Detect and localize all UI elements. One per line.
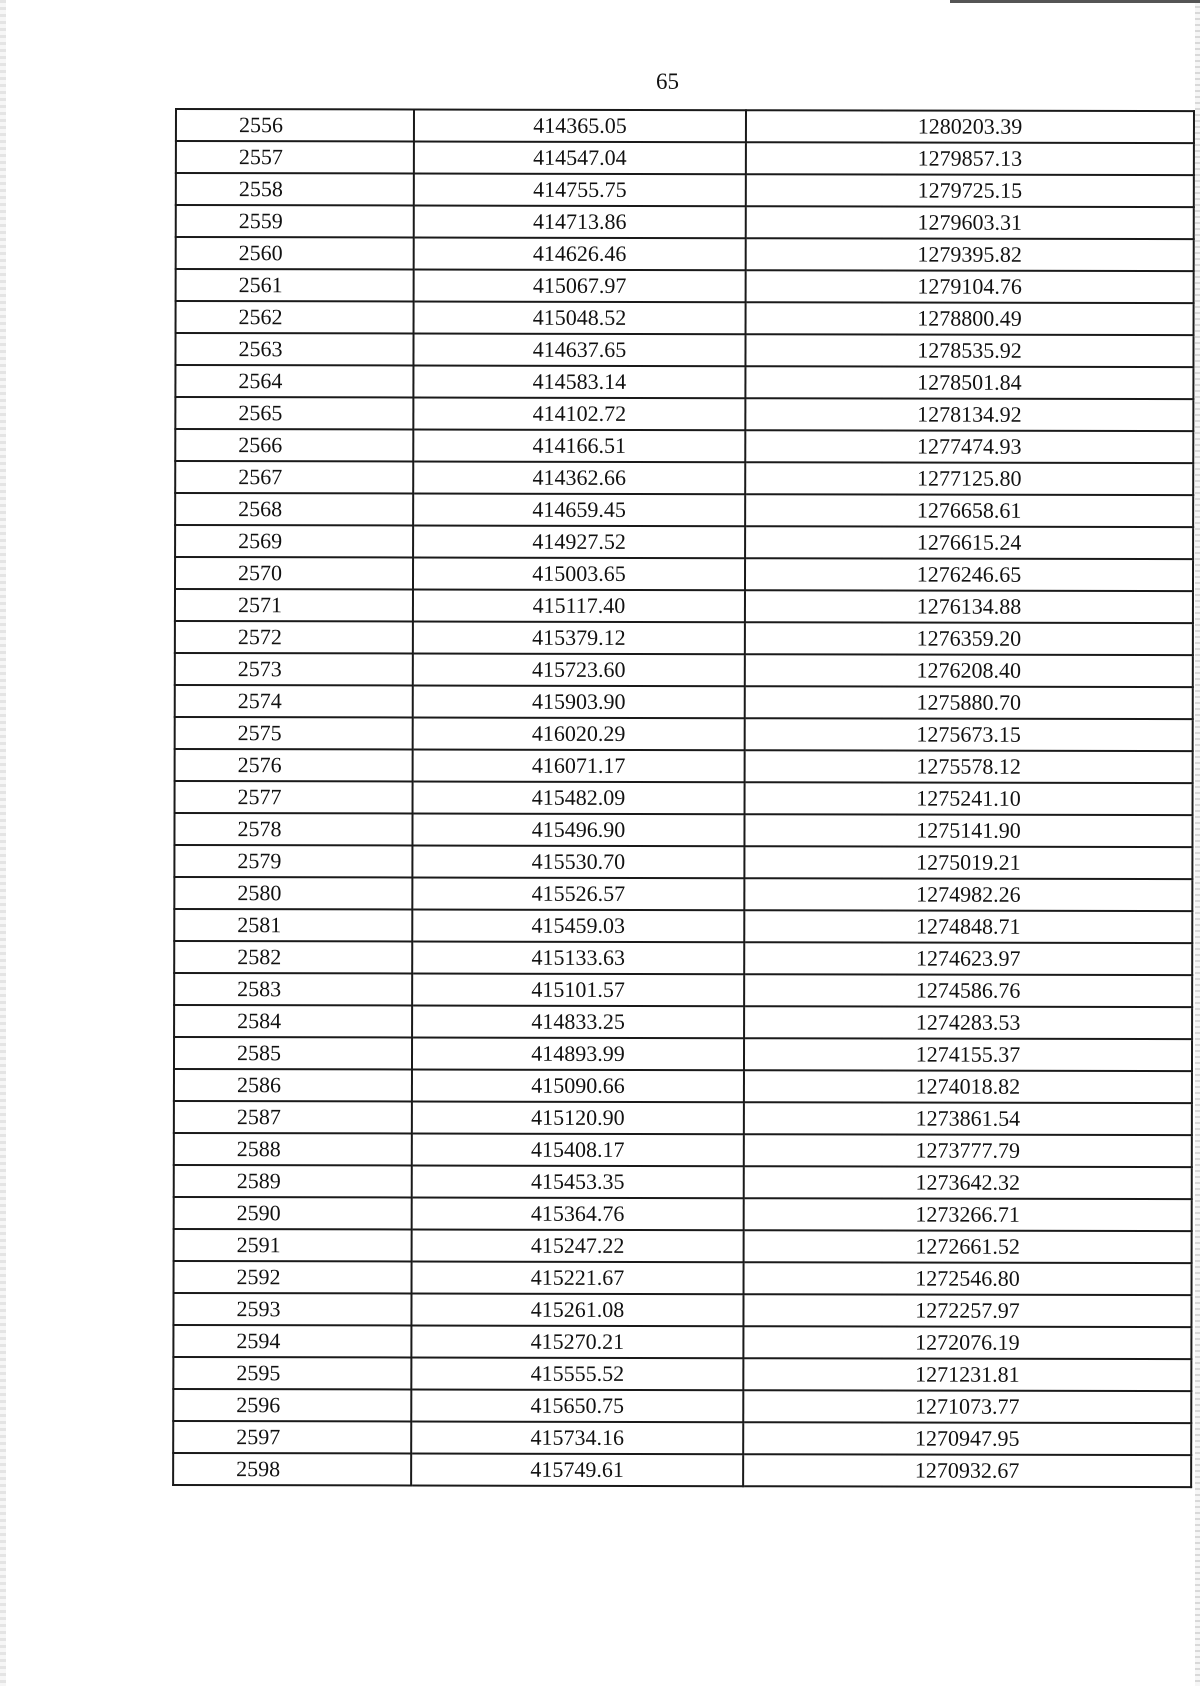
y-coordinate-cell: 1276615.24 xyxy=(745,526,1193,559)
table-row xyxy=(176,109,1194,143)
y-coordinate-cell: 1271073.77 xyxy=(743,1390,1191,1423)
point-number-cell: 2561 xyxy=(176,269,414,301)
point-number-cell: 2578 xyxy=(174,813,412,845)
point-number-cell: 2595 xyxy=(173,1357,411,1389)
point-number-cell: 2573 xyxy=(175,653,413,685)
table-row xyxy=(175,557,1193,591)
point-number-cell: 2572 xyxy=(175,621,413,653)
table-row xyxy=(176,237,1194,271)
table-row xyxy=(174,909,1192,943)
y-coordinate-cell: 1279857.13 xyxy=(746,142,1194,175)
point-number-cell: 2577 xyxy=(175,781,413,813)
y-coordinate-cell: 1276246.65 xyxy=(745,558,1193,591)
point-number-cell: 2589 xyxy=(174,1165,412,1197)
point-number-cell: 2571 xyxy=(175,589,413,621)
y-coordinate-cell: 1273861.54 xyxy=(744,1102,1192,1135)
table-row xyxy=(174,1101,1192,1135)
y-coordinate-cell: 1278134.92 xyxy=(745,398,1193,431)
point-number-cell: 2591 xyxy=(174,1229,412,1261)
x-coordinate-cell: 414713.86 xyxy=(414,206,746,239)
y-coordinate-cell: 1279603.31 xyxy=(746,206,1194,239)
x-coordinate-cell: 415408.17 xyxy=(412,1133,744,1166)
table-row xyxy=(174,877,1192,911)
y-coordinate-cell: 1273777.79 xyxy=(744,1134,1192,1167)
y-coordinate-cell: 1276134.88 xyxy=(745,590,1193,623)
coordinate-table-wrapper xyxy=(172,108,1125,1488)
coordinate-table-body xyxy=(173,109,1194,1487)
point-number-cell: 2563 xyxy=(175,333,413,365)
table-row xyxy=(173,1325,1191,1359)
y-coordinate-cell: 1275241.10 xyxy=(745,782,1193,815)
table-row xyxy=(173,1293,1191,1327)
point-number-cell: 2584 xyxy=(174,1005,412,1037)
y-coordinate-cell: 1275673.15 xyxy=(745,718,1193,751)
x-coordinate-cell: 415117.40 xyxy=(413,589,745,622)
point-number-cell: 2569 xyxy=(175,525,413,557)
table-row xyxy=(176,205,1194,239)
x-coordinate-cell: 415903.90 xyxy=(413,685,745,718)
y-coordinate-cell: 1274982.26 xyxy=(744,878,1192,911)
y-coordinate-cell: 1275880.70 xyxy=(745,686,1193,719)
y-coordinate-cell: 1278800.49 xyxy=(746,302,1194,335)
y-coordinate-cell: 1273642.32 xyxy=(744,1166,1192,1199)
point-number-cell: 2586 xyxy=(174,1069,412,1101)
table-row xyxy=(174,1069,1192,1103)
y-coordinate-cell: 1274623.97 xyxy=(744,942,1192,975)
y-coordinate-cell: 1280203.39 xyxy=(746,110,1194,143)
y-coordinate-cell: 1272546.80 xyxy=(744,1262,1192,1295)
scan-edge-left xyxy=(0,0,6,1686)
point-number-cell: 2568 xyxy=(175,493,413,525)
point-number-cell: 2597 xyxy=(173,1421,411,1453)
x-coordinate-cell: 415261.08 xyxy=(411,1293,743,1326)
point-number-cell: 2588 xyxy=(174,1133,412,1165)
table-row xyxy=(174,973,1192,1007)
y-coordinate-cell: 1276208.40 xyxy=(745,654,1193,687)
x-coordinate-cell: 414365.05 xyxy=(414,110,746,143)
point-number-cell: 2560 xyxy=(176,237,414,269)
x-coordinate-cell: 415221.67 xyxy=(412,1261,744,1294)
point-number-cell: 2581 xyxy=(174,909,412,941)
y-coordinate-cell: 1271231.81 xyxy=(743,1358,1191,1391)
y-coordinate-cell: 1272661.52 xyxy=(744,1230,1192,1263)
y-coordinate-cell: 1275141.90 xyxy=(744,814,1192,847)
y-coordinate-cell: 1274283.53 xyxy=(744,1006,1192,1039)
point-number-cell: 2598 xyxy=(173,1453,411,1485)
x-coordinate-cell: 415496.90 xyxy=(412,813,744,846)
x-coordinate-cell: 416020.29 xyxy=(413,717,745,750)
coordinate-table xyxy=(172,108,1195,1488)
x-coordinate-cell: 415120.90 xyxy=(412,1101,744,1134)
y-coordinate-cell: 1270947.95 xyxy=(743,1422,1191,1455)
x-coordinate-cell: 414166.51 xyxy=(413,429,745,462)
point-number-cell: 2574 xyxy=(175,685,413,717)
x-coordinate-cell: 415453.35 xyxy=(412,1165,744,1198)
y-coordinate-cell: 1270932.67 xyxy=(743,1454,1191,1487)
scan-edge-right xyxy=(1195,0,1200,1686)
x-coordinate-cell: 414583.14 xyxy=(413,366,745,399)
x-coordinate-cell: 414637.65 xyxy=(413,334,745,367)
table-row xyxy=(175,653,1193,687)
y-coordinate-cell: 1274586.76 xyxy=(744,974,1192,1007)
table-row xyxy=(174,1197,1192,1231)
point-number-cell: 2587 xyxy=(174,1101,412,1133)
x-coordinate-cell: 414102.72 xyxy=(413,397,745,430)
table-row xyxy=(175,397,1193,431)
x-coordinate-cell: 414893.99 xyxy=(412,1037,744,1070)
y-coordinate-cell: 1277474.93 xyxy=(745,430,1193,463)
point-number-cell: 2594 xyxy=(173,1325,411,1357)
table-row xyxy=(174,1037,1192,1071)
point-number-cell: 2590 xyxy=(174,1197,412,1229)
table-row xyxy=(174,1165,1192,1199)
point-number-cell: 2558 xyxy=(176,173,414,205)
table-row xyxy=(176,141,1194,175)
point-number-cell: 2596 xyxy=(173,1389,411,1421)
point-number-cell: 2557 xyxy=(176,141,414,173)
x-coordinate-cell: 415749.61 xyxy=(411,1453,743,1486)
table-row xyxy=(175,749,1193,783)
x-coordinate-cell: 415734.16 xyxy=(411,1421,743,1454)
table-row xyxy=(175,781,1193,815)
table-row xyxy=(174,1261,1192,1295)
table-row xyxy=(175,525,1193,559)
point-number-cell: 2570 xyxy=(175,557,413,589)
y-coordinate-cell: 1272076.19 xyxy=(743,1326,1191,1359)
table-row xyxy=(175,365,1193,399)
scan-edge-top xyxy=(950,0,1200,3)
y-coordinate-cell: 1279104.76 xyxy=(746,270,1194,303)
table-row xyxy=(173,1453,1191,1487)
x-coordinate-cell: 416071.17 xyxy=(413,749,745,782)
point-number-cell: 2562 xyxy=(176,301,414,333)
y-coordinate-cell: 1277125.80 xyxy=(745,462,1193,495)
x-coordinate-cell: 415530.70 xyxy=(412,845,744,878)
table-row xyxy=(175,429,1193,463)
x-coordinate-cell: 414927.52 xyxy=(413,525,745,558)
x-coordinate-cell: 415270.21 xyxy=(411,1325,743,1358)
x-coordinate-cell: 415482.09 xyxy=(413,781,745,814)
table-row xyxy=(173,1421,1191,1455)
point-number-cell: 2583 xyxy=(174,973,412,1005)
point-number-cell: 2582 xyxy=(174,941,412,973)
x-coordinate-cell: 415133.63 xyxy=(412,941,744,974)
point-number-cell: 2576 xyxy=(175,749,413,781)
x-coordinate-cell: 415526.57 xyxy=(412,877,744,910)
x-coordinate-cell: 415650.75 xyxy=(411,1389,743,1422)
y-coordinate-cell: 1275019.21 xyxy=(744,846,1192,879)
x-coordinate-cell: 414755.75 xyxy=(414,174,746,207)
x-coordinate-cell: 414547.04 xyxy=(414,142,746,175)
x-coordinate-cell: 415723.60 xyxy=(413,653,745,686)
point-number-cell: 2567 xyxy=(175,461,413,493)
x-coordinate-cell: 415048.52 xyxy=(414,302,746,335)
table-row xyxy=(176,173,1194,207)
point-number-cell: 2593 xyxy=(173,1293,411,1325)
y-coordinate-cell: 1276658.61 xyxy=(745,494,1193,527)
table-row xyxy=(175,685,1193,719)
x-coordinate-cell: 414362.66 xyxy=(413,461,745,494)
y-coordinate-cell: 1278535.92 xyxy=(745,334,1193,367)
table-row xyxy=(174,941,1192,975)
x-coordinate-cell: 415003.65 xyxy=(413,557,745,590)
table-row xyxy=(174,1133,1192,1167)
x-coordinate-cell: 415364.76 xyxy=(412,1197,744,1230)
y-coordinate-cell: 1279395.82 xyxy=(746,238,1194,271)
x-coordinate-cell: 415247.22 xyxy=(412,1229,744,1262)
page-number: 65 xyxy=(656,69,679,94)
table-row xyxy=(176,301,1194,335)
y-coordinate-cell: 1279725.15 xyxy=(746,174,1194,207)
x-coordinate-cell: 415379.12 xyxy=(413,621,745,654)
table-row xyxy=(175,333,1193,367)
y-coordinate-cell: 1274155.37 xyxy=(744,1038,1192,1071)
point-number-cell: 2565 xyxy=(175,397,413,429)
y-coordinate-cell: 1273266.71 xyxy=(744,1198,1192,1231)
point-number-cell: 2559 xyxy=(176,205,414,237)
table-row xyxy=(174,813,1192,847)
table-row xyxy=(175,589,1193,623)
table-row xyxy=(173,1389,1191,1423)
point-number-cell: 2566 xyxy=(175,429,413,461)
point-number-cell: 2556 xyxy=(176,109,414,141)
table-row xyxy=(176,269,1194,303)
y-coordinate-cell: 1272257.97 xyxy=(743,1294,1191,1327)
table-row xyxy=(175,717,1193,751)
x-coordinate-cell: 415101.57 xyxy=(412,973,744,1006)
y-coordinate-cell: 1276359.20 xyxy=(745,622,1193,655)
table-row xyxy=(174,845,1192,879)
point-number-cell: 2575 xyxy=(175,717,413,749)
table-row xyxy=(174,1229,1192,1263)
point-number-cell: 2585 xyxy=(174,1037,412,1069)
point-number-cell: 2580 xyxy=(174,877,412,909)
x-coordinate-cell: 415090.66 xyxy=(412,1069,744,1102)
x-coordinate-cell: 415555.52 xyxy=(411,1357,743,1390)
point-number-cell: 2564 xyxy=(175,365,413,397)
point-number-cell: 2592 xyxy=(174,1261,412,1293)
y-coordinate-cell: 1274848.71 xyxy=(744,910,1192,943)
table-row xyxy=(175,493,1193,527)
x-coordinate-cell: 415067.97 xyxy=(414,270,746,303)
table-row xyxy=(173,1357,1191,1391)
y-coordinate-cell: 1274018.82 xyxy=(744,1070,1192,1103)
y-coordinate-cell: 1275578.12 xyxy=(745,750,1193,783)
y-coordinate-cell: 1278501.84 xyxy=(745,366,1193,399)
table-row xyxy=(175,621,1193,655)
table-row xyxy=(174,1005,1192,1039)
x-coordinate-cell: 414833.25 xyxy=(412,1005,744,1038)
point-number-cell: 2579 xyxy=(174,845,412,877)
x-coordinate-cell: 414626.46 xyxy=(414,238,746,271)
table-row xyxy=(175,461,1193,495)
x-coordinate-cell: 415459.03 xyxy=(412,909,744,942)
x-coordinate-cell: 414659.45 xyxy=(413,493,745,526)
